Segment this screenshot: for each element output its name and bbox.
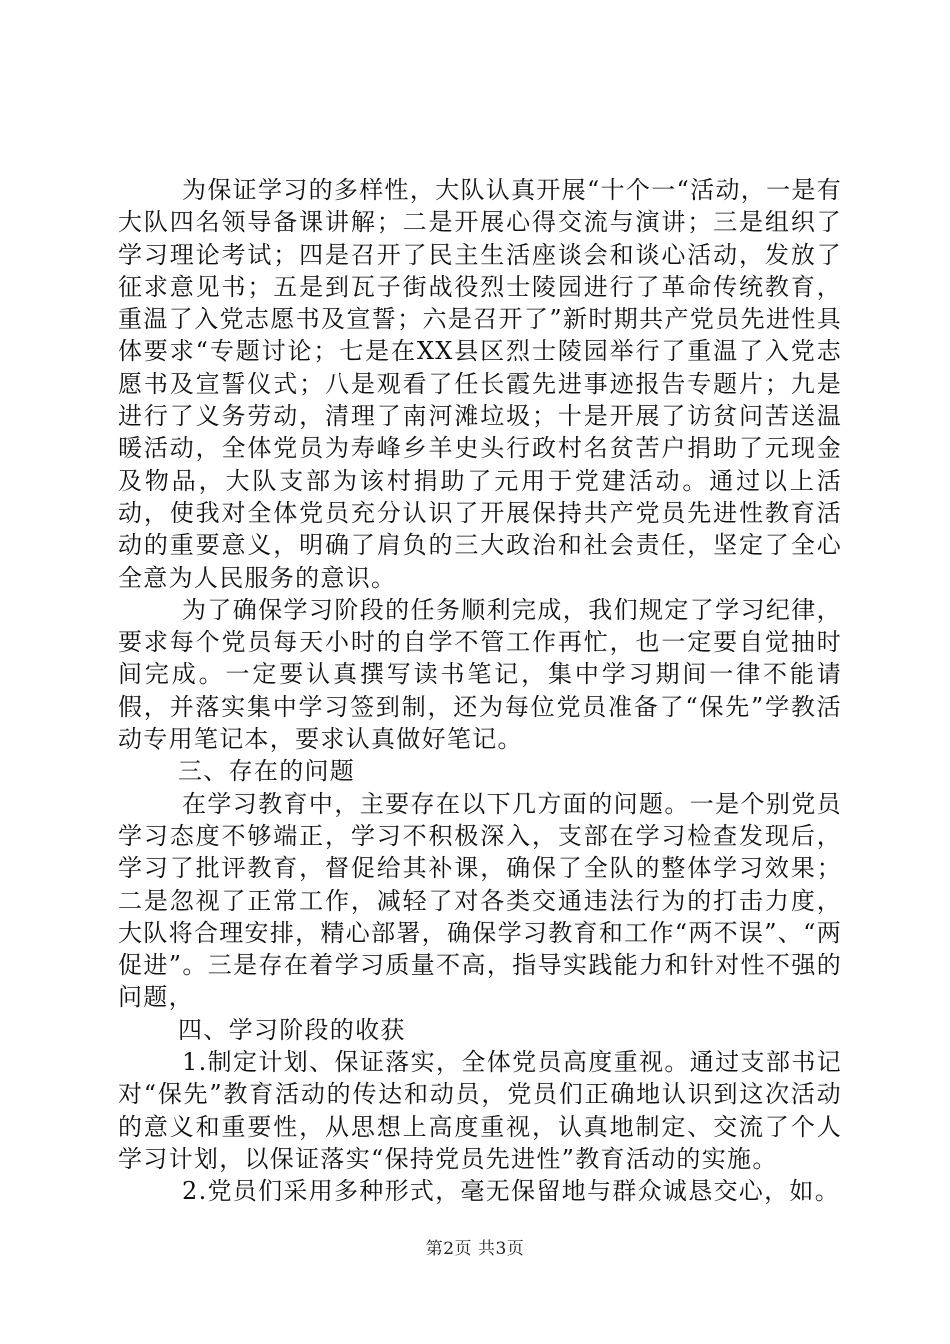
paragraph-gain-2: 2.党员们采用多种形式，毫无保留地与群众诚恳交心，如。	[182, 1177, 840, 1206]
document-body	[118, 174, 842, 1208]
paragraph-gain-1: 1.制定计划、保证落实，全体党员高度重视。通过支部书记对“保先”教育活动的传达和动员，党员们正确地认识到这次活动的意义和重要性，从思想上高度重视，认真地制定、交流了个人学习计划，以保证落实“保持党员先进性”教育活动的实施。	[118, 1048, 842, 1173]
section-heading-problems: 三、存在的问题	[178, 757, 356, 786]
section-heading-gains: 四、学习阶段的收获	[178, 1015, 406, 1044]
paragraph-discipline: 为了确保学习阶段的任务顺利完成，我们规定了学习纪律，要求每个党员每天小时的自学不管工作再忙，也一定要自觉抽时间完成。一定要认真撰写读书笔记，集中学习期间一律不能请假，并落实集中学习签到制，还为每位党员准备了“保先”学教活动专用笔记本，要求认真做好笔记。	[118, 595, 842, 754]
paragraph-problems: 在学习教育中，主要存在以下几方面的问题。一是个别党员学习态度不够端正，学习不积极深入，支部在学习检查发现后，学习了批评教育，督促给其补课，确保了全队的整体学习效果；二是忽视了正常工作，减轻了对各类交通违法行为的打击力度，大队将合理安排，精心部署，确保学习教育和工作“两不误”、“两促进”。三是存在着学习质量不高，指导实践能力和针对性不强的问题，	[118, 789, 842, 1012]
paragraph-activities: 为保证学习的多样性，大队认真开展“十个一“活动，一是有大队四名领导备课讲解；二是开展心得交流与演讲；三是组织了学习理论考试；四是召开了民主生活座谈会和谈心活动，发放了征求意见书；五是到瓦子街战役烈士陵园进行了革命传统教育，重温了入党志愿书及宣誓；六是召开了”新时期共产党员先进性具体要求“专题讨论；七是在XX县区烈士陵园举行了重温了入党志愿书及宣誓仪式；八是观看了任长霞先进事迹报告专题片；九是进行了义务劳动，清理了南河滩垃圾；十是开展了访贫问苦送温暖活动，全体党员为寿峰乡羊史头行政村名贫苦户捐助了元现金及物品，大队支部为该村捐助了元用于党建活动。通过以上活动，使我对全体党员充分认识了开展保持共产党员先进性教育活动的重要意义，明确了肩负的三大政治和社会责任，坚定了全心全意为人民服务的意识。	[118, 176, 842, 592]
page-footer: 第2页 共3页	[425, 1239, 525, 1259]
